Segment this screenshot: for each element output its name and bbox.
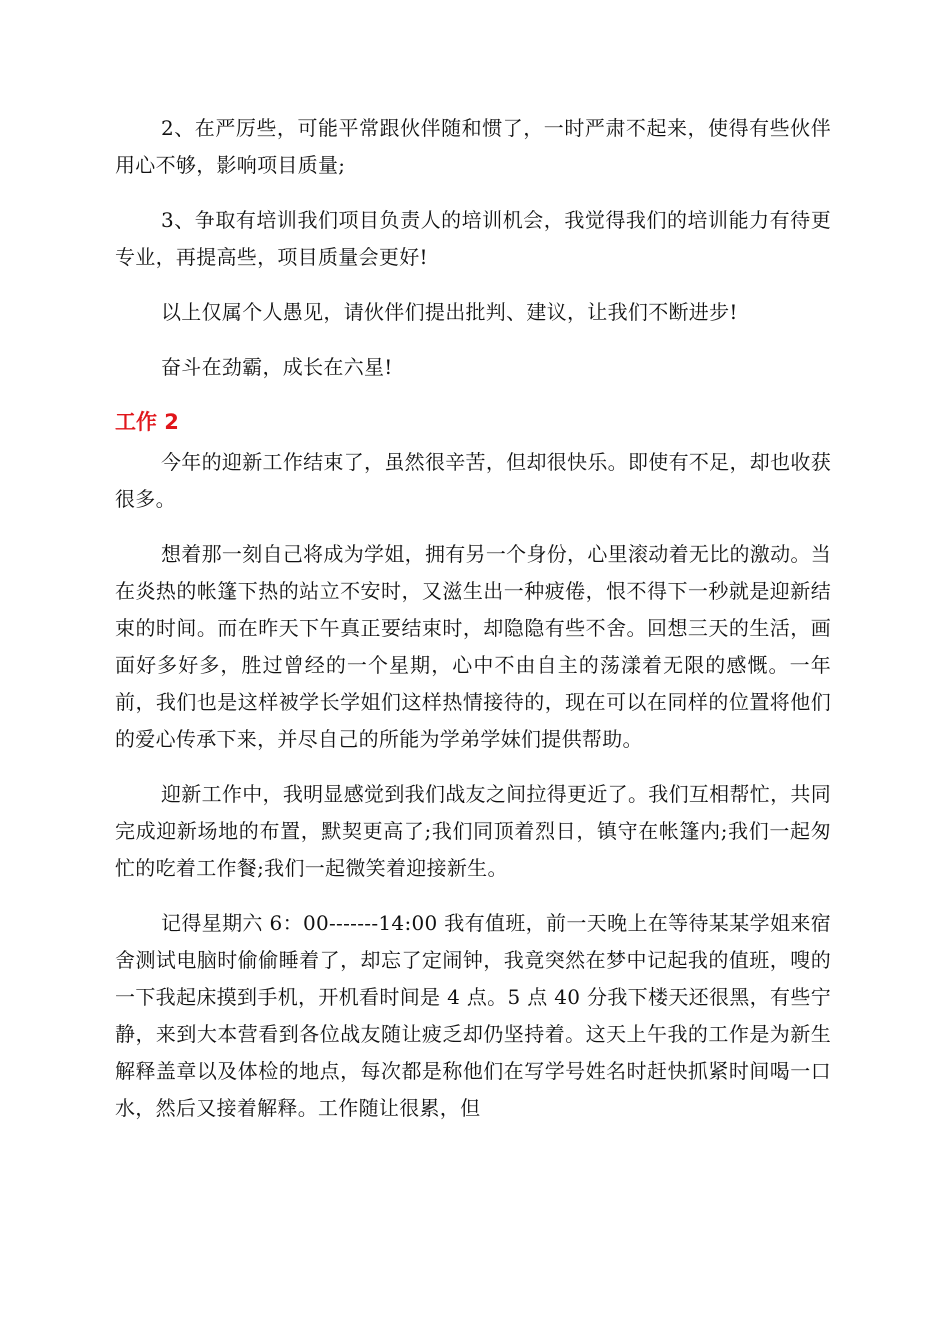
paragraph: 今年的迎新工作结束了，虽然很辛苦，但却很快乐。即使有不足，却也收获很多。 bbox=[115, 450, 831, 511]
paragraph: 迎新工作中，我明显感觉到我们战友之间拉得更近了。我们互相帮忙，共同完成迎新场地的布置，默契更高了;我们同顶着烈日，镇守在帐篷内;我们一起匆忙的吃着工作餐;我们一起微笑着迎接新生。 bbox=[115, 782, 831, 880]
paragraph: 以上仅属个人愚见，请伙伴们提出批判、建议，让我们不断进步! bbox=[161, 300, 738, 324]
paragraph: 想着那一刻自己将成为学姐，拥有另一个身份，心里滚动着无比的激动。当在炎热的帐篷下热的站立不安时，又滋生出一种疲倦，恨不得下一秒就是迎新结束的时间。而在昨天下午真正要结束时，却隐隐有些不舍。回想三天的生活，画面好多好多，胜过曾经的一个星期，心中不由自主的荡漾着无限的感慨。一年前，我们也是这样被学长学姐们这样热情接待的，现在可以在同样的位置将他们的爱心传承下来，并尽自己的所能为学弟学妹们提供帮助。 bbox=[115, 542, 831, 751]
paragraph: 记得星期六 6：00-------14:00 我有值班，前一天晚上在等待某某学姐来宿舍测试电脑时偷偷睡着了，却忘了定闹钟，我竟突然在梦中记起我的值班，嗖的一下我起床摸到手机，开机看时间是 4 点。5 点 40 分我下楼天还很黑，有些宁静，来到大本营看到各位战友随让疲乏却仍坚持着。这天上午我的工作是为新生解释盖章以及体检的地点，每次都是称他们在写学号姓名时赶快抓紧时间喝一口水，然后又接着解释。工作随让很累，但 bbox=[115, 911, 831, 1120]
paragraph: 2、在严厉些，可能平常跟伙伴随和惯了，一时严肃不起来，使得有些伙伴用心不够，影响项目质量; bbox=[115, 116, 831, 177]
document-page bbox=[115, 110, 831, 1145]
section-heading: 工作 2 bbox=[115, 410, 179, 434]
paragraph: 3、争取有培训我们项目负责人的培训机会，我觉得我们的培训能力有待更专业，再提高些，项目质量会更好! bbox=[115, 208, 831, 269]
paragraph: 奋斗在劲霸，成长在六星! bbox=[161, 355, 393, 379]
